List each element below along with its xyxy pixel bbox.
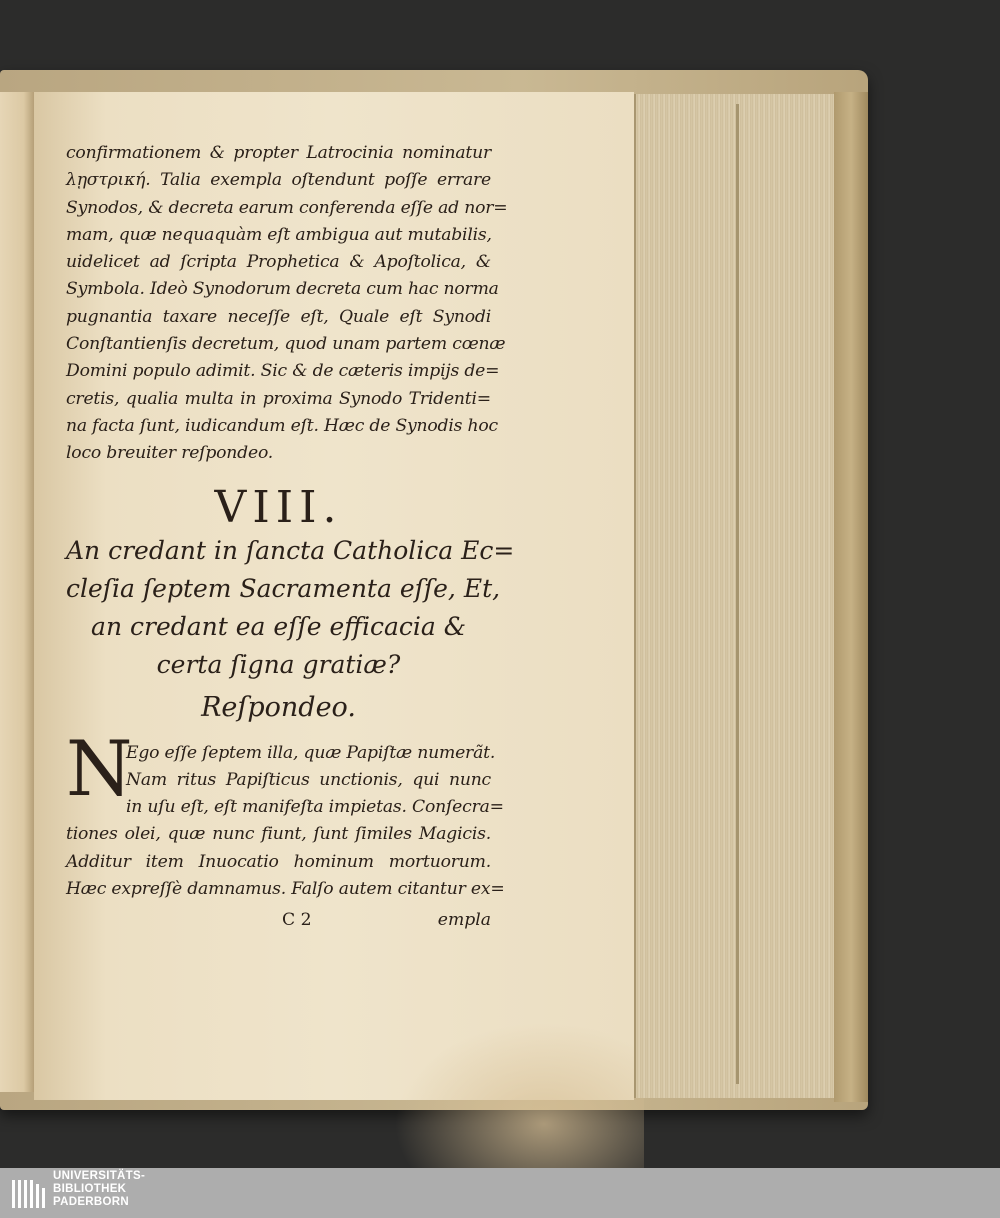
text-line: Conſtantienſis decretum, quod unam partem cœnæ <box>66 334 506 355</box>
question-line: an credant ea eſſe efficacia & <box>91 611 466 641</box>
text-line: Hæc expreſſè damnamus. Falſo autem citantur ex= <box>66 879 505 900</box>
page-text <box>66 140 515 935</box>
text-line: λῃστρική. Talia exempla oſtendunt poſſe errare <box>66 170 491 191</box>
paper-stain <box>394 1022 644 1168</box>
text-line: tiones olei, quæ nunc fiunt, ſunt ſimiles Magicis. <box>66 824 491 845</box>
question-line: An credant in ſancta Catholica Ec= <box>66 535 515 565</box>
text-line: pugnantia taxare neceſſe eſt, Quale eſt Synodi <box>66 306 491 327</box>
text-line: mam, quæ nequaquàm eſt ambigua aut mutabilis, <box>66 224 492 245</box>
question-line: cleſia ſeptem Sacramenta eſſe, Et, <box>66 573 501 603</box>
respondeo-heading: Reſpondeo. <box>201 691 356 723</box>
signature-mark: C 2 <box>282 910 312 931</box>
library-logo-text <box>53 1170 145 1209</box>
answer-paragraph <box>66 723 505 904</box>
section-heading: VIII. <box>214 481 343 533</box>
question-line: certa ſigna gratiæ? <box>156 649 401 679</box>
text-line: Additur item Inuocatio hominum mortuorum. <box>66 851 491 872</box>
logo-line: BIBLIOTHEK <box>53 1183 127 1195</box>
drop-cap: N <box>66 723 133 813</box>
logo-line: PADERBORN <box>53 1196 129 1208</box>
logo-line: UNIVERSITÄTS- <box>53 1170 146 1182</box>
page-footer <box>66 907 491 934</box>
question-heading <box>66 532 515 684</box>
text-line: Synodos, & decreta earum conferenda eſſe ad nor= <box>66 197 508 218</box>
library-footer-bar <box>0 1168 1000 1218</box>
library-logo-icon <box>10 1178 48 1210</box>
text-line: Domini populo adimit. Sic & de cæteris impijs de= <box>66 361 500 382</box>
text-line: Symbola. Ideò Synodorum decreta cum hac norma <box>66 279 499 300</box>
text-line: loco breuiter reſpondeo. <box>66 443 274 464</box>
text-line: confirmationem & propter Latrocinia nominatur <box>66 143 491 163</box>
page-block-edge <box>634 94 836 1098</box>
cover-edge <box>834 92 868 1102</box>
catchword: empla <box>437 910 491 931</box>
left-page-edge <box>0 92 36 1092</box>
text-line: cretis, qualia multa in proxima Synodo Tridenti= <box>66 388 491 409</box>
text-line: Ego eſſe ſeptem illa, quæ Papiſtæ numerãt. <box>126 742 496 763</box>
text-line: na facta ſunt, iudicandum eſt. Hæc de Synodis hoc <box>66 415 498 436</box>
text-line: in uſu eſt, eſt manifeſta impietas. Conſecra= <box>126 797 504 818</box>
text-line: Nam ritus Papiſticus unctionis, qui nunc <box>126 769 491 790</box>
text-line: uidelicet ad ſcripta Prophetica & Apoſtolica, & <box>66 252 491 273</box>
